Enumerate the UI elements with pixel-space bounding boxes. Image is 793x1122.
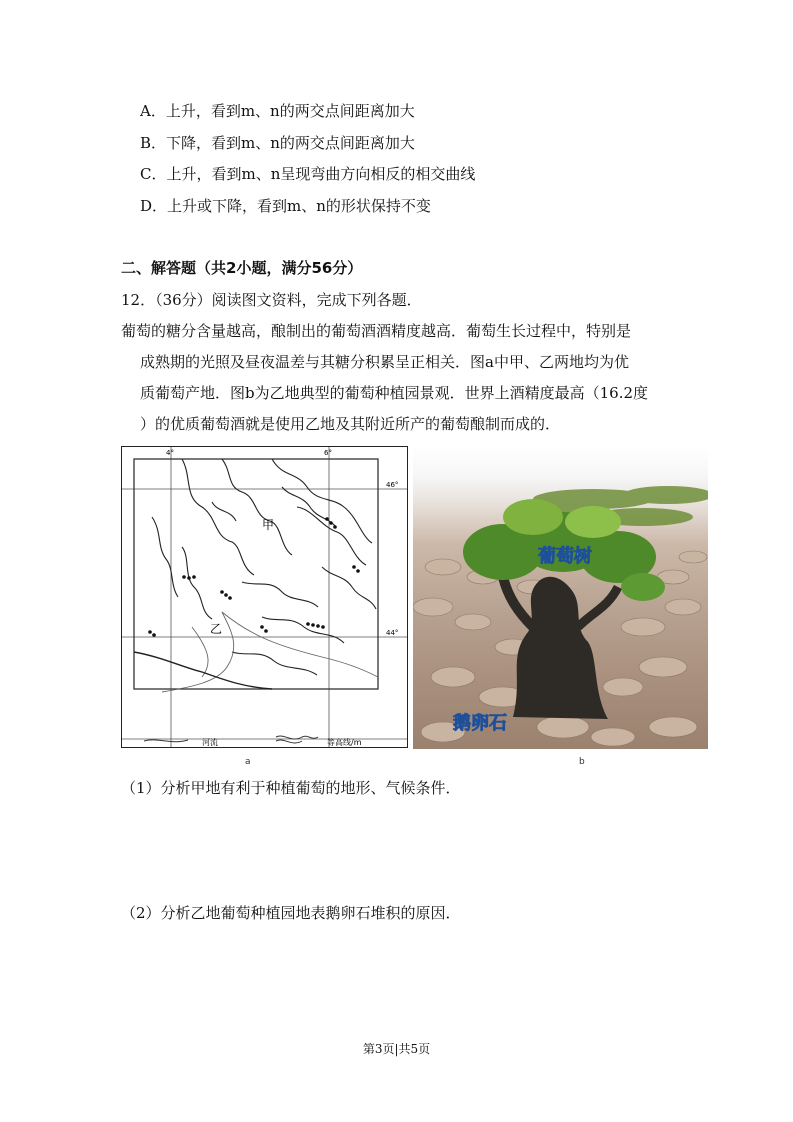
map-drawing bbox=[122, 447, 408, 748]
photo-caption: b bbox=[579, 757, 585, 767]
option-c: C．上升，看到m、n呈现弯曲方向相反的相交曲线 bbox=[140, 165, 476, 183]
map-lon-4: 4° bbox=[166, 449, 174, 457]
question-header: 12．（36分）阅读图文资料，完成下列各题． bbox=[121, 291, 422, 309]
map-lat-44: 44° bbox=[386, 629, 399, 637]
map-label-yi: 乙 bbox=[210, 622, 223, 636]
page-footer: 第3页|共5页 bbox=[362, 1042, 431, 1056]
legend-contour: 等高线/m bbox=[327, 738, 362, 747]
passage-line-2: 成熟期的光照及昼夜温差与其糖分积累呈正相关．图a中甲、乙两地均为优 bbox=[140, 353, 629, 371]
sub-question-2: （2）分析乙地葡萄种植园地表鹅卵石堆积的原因． bbox=[121, 904, 461, 922]
vineyard-illustration bbox=[413, 447, 708, 749]
map-lon-6: 6° bbox=[324, 449, 332, 457]
section-title: 二、解答题（共2小题，满分56分） bbox=[121, 259, 363, 277]
map-label-jia: 甲 bbox=[262, 518, 275, 532]
passage-line-1: 葡萄的糖分含量越高，酿制出的葡萄酒酒精度越高．葡萄生长过程中，特别是 bbox=[121, 322, 632, 340]
sub-question-1: （1）分析甲地有利于种植葡萄的地形、气候条件． bbox=[121, 779, 461, 797]
option-d: D．上升或下降，看到m、n的形状保持不变 bbox=[140, 197, 431, 215]
vineyard-photo-b bbox=[413, 447, 708, 749]
option-b: B．下降，看到m、n的两交点间距离加大 bbox=[140, 134, 415, 152]
map-lat-46: 46° bbox=[386, 481, 399, 489]
map-caption: a bbox=[245, 757, 251, 767]
photo-label-pebble: 鹅卵石 bbox=[453, 713, 507, 734]
passage-line-3: 质葡萄产地．图b为乙地典型的葡萄种植园景观．世界上酒精度最高（16.2度 bbox=[140, 384, 649, 402]
passage-line-4: ）的优质葡萄酒就是使用乙地及其附近所产的葡萄酿制而成的． bbox=[140, 415, 561, 433]
photo-label-vine: 葡萄树 bbox=[538, 546, 592, 567]
legend-river: 河流 bbox=[202, 738, 218, 747]
map-figure-a bbox=[121, 446, 408, 748]
option-a: A．上升，看到m、n的两交点间距离加大 bbox=[140, 102, 415, 120]
